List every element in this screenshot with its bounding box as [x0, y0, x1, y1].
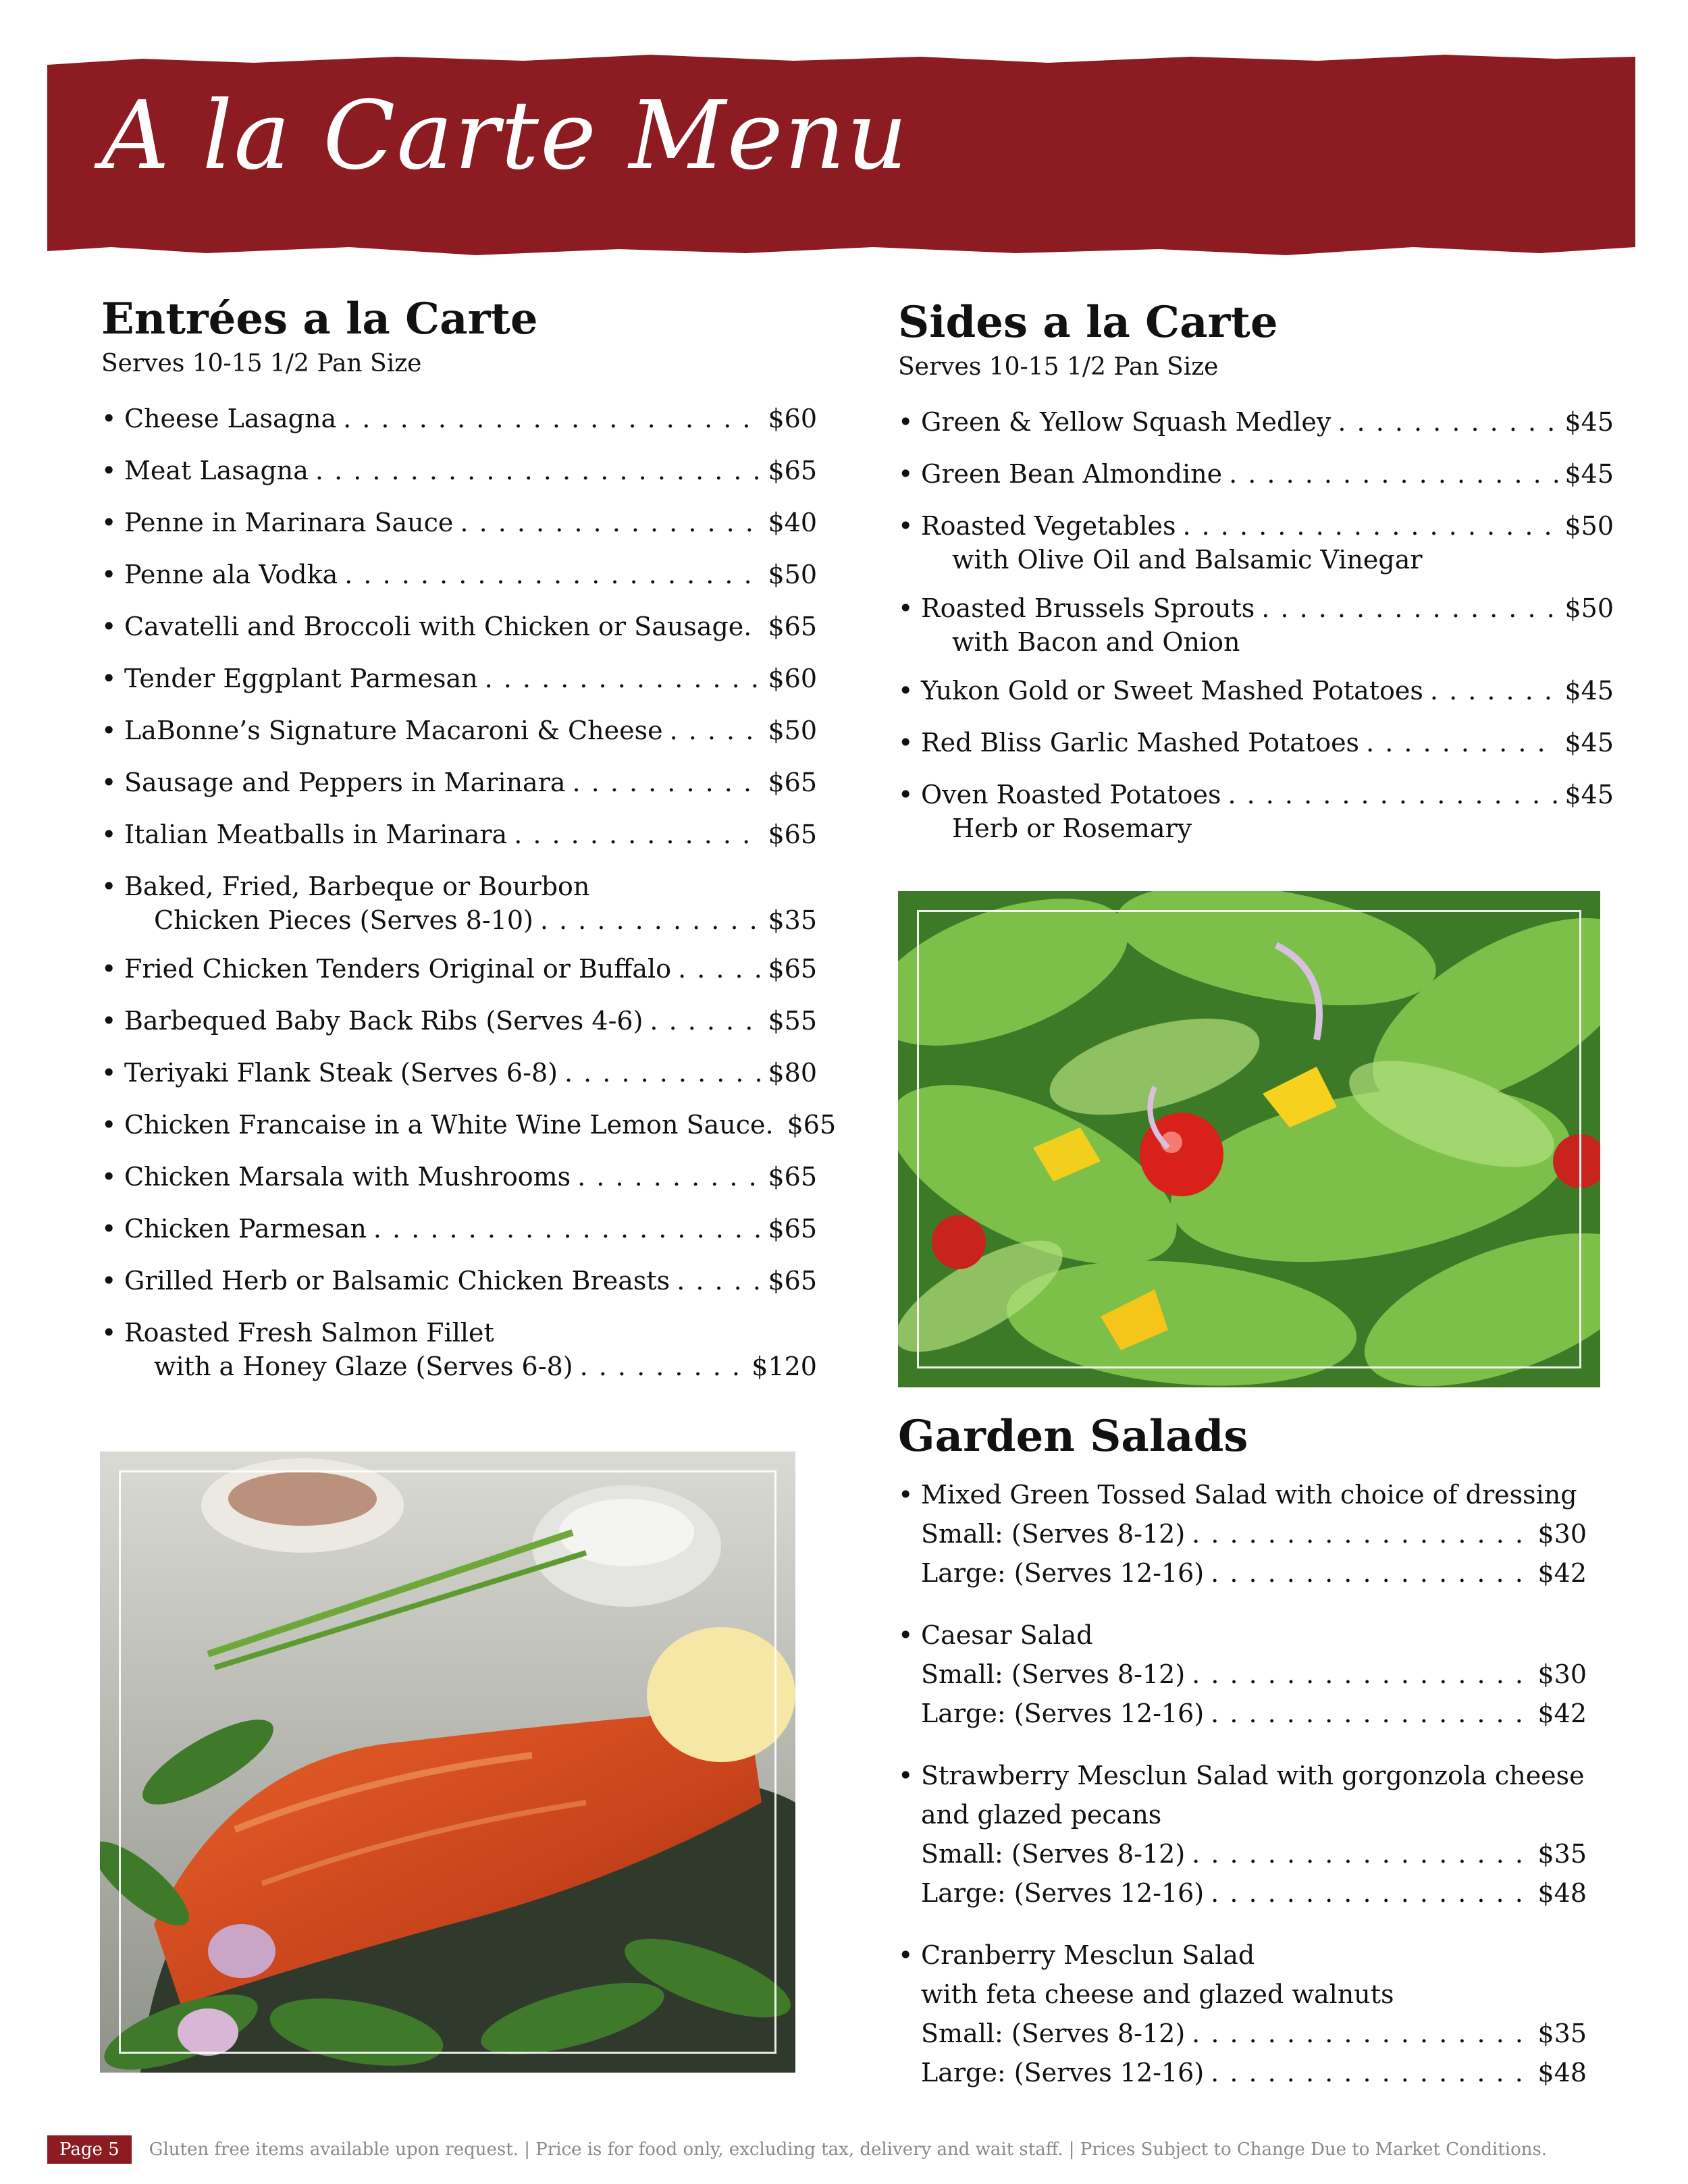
item-row [898, 1834, 1587, 1873]
item-row [898, 1756, 1587, 1795]
item-price: $35 [1537, 1839, 1587, 1869]
item-row [898, 1475, 1587, 1514]
item-row [101, 870, 817, 903]
item-name: Teriyaki Flank Steak (Serves 6-8) [124, 1058, 558, 1088]
item-name: Cavatelli and Broccoli with Chicken or Sausage. [124, 612, 752, 641]
bullet: • [898, 511, 914, 541]
salad-item [898, 1475, 1587, 1593]
item-name: Large: (Serves 12-16) [921, 2058, 1205, 2087]
menu-item [101, 662, 817, 695]
footer-note: Gluten free items available upon request. | Price is for food only, excluding tax, delivery and wait staff. | Prices Subject to Change Due to Market Conditions. [149, 2139, 1548, 2160]
item-name: Mixed Green Tossed Salad with choice of dressing [921, 1480, 1577, 1510]
item-name: Roasted Fresh Salmon Fillet [124, 1318, 494, 1348]
bullet: • [898, 728, 914, 757]
item-row [101, 506, 817, 539]
item-row [101, 818, 817, 851]
item-name: Chicken Pieces (Serves 8-10) [154, 905, 533, 935]
bullet: • [898, 407, 914, 437]
leader-dots [580, 1350, 745, 1383]
item-row [101, 903, 817, 937]
bullet: • [101, 456, 117, 485]
bullet: • [101, 1006, 117, 1036]
item-price: $50 [768, 560, 817, 589]
item-price: $50 [768, 716, 817, 745]
item-name: Meat Lasagna [124, 456, 309, 485]
item-row [101, 1316, 817, 1350]
item-price: $30 [1537, 1519, 1587, 1549]
menu-item [101, 1212, 817, 1246]
sides-subtitle: Serves 10-15 1/2 Pan Size [898, 353, 1219, 381]
item-row [898, 1616, 1587, 1655]
item-price: $60 [768, 404, 817, 433]
bullet: • [101, 954, 117, 984]
leader-dots [1228, 778, 1558, 811]
item-name: Small: (Serves 8-12) [921, 1839, 1186, 1869]
item-price: $65 [787, 1110, 837, 1140]
item-row [101, 610, 817, 643]
bullet: • [898, 1620, 914, 1650]
item-row [898, 726, 1614, 760]
salad-item [898, 1616, 1587, 1733]
item-name: Large: (Serves 12-16) [921, 1558, 1205, 1588]
item-name: Large: (Serves 12-16) [921, 1878, 1205, 1908]
item-name: Yukon Gold or Sweet Mashed Potatoes [921, 676, 1423, 705]
item-price: $65 [768, 1162, 817, 1192]
bullet: • [101, 560, 117, 589]
photo-frame [119, 1470, 776, 2054]
menu-item [898, 509, 1614, 577]
item-name: Small: (Serves 8-12) [921, 1659, 1186, 1689]
item-price: $40 [768, 508, 817, 537]
leader-dots [514, 818, 761, 851]
item-row [898, 2014, 1587, 2053]
item-row [101, 952, 817, 986]
item-row [898, 1553, 1587, 1593]
leader-dots [677, 1264, 761, 1298]
item-price: $65 [768, 456, 817, 485]
item-price: $65 [768, 1266, 817, 1296]
item-name: Penne in Marinara Sauce [124, 508, 454, 537]
leader-dots [315, 454, 762, 487]
item-price: $42 [1537, 1558, 1587, 1588]
bullet: • [101, 1110, 117, 1140]
item-price: $65 [768, 768, 817, 797]
item-price: $50 [1564, 593, 1614, 623]
leader-dots [678, 952, 761, 986]
item-name: Chicken Marsala with Mushrooms [124, 1162, 571, 1192]
item-note: with Olive Oil and Balsamic Vinegar [952, 545, 1423, 575]
menu-item [101, 766, 817, 799]
item-price: $48 [1537, 1878, 1587, 1908]
item-row [101, 1004, 817, 1038]
item-price: $35 [1537, 2019, 1587, 2048]
item-row [898, 778, 1614, 811]
item-price: $65 [768, 954, 817, 984]
bullet: • [101, 1058, 117, 1088]
item-price: $65 [768, 820, 817, 849]
item-name: Small: (Serves 8-12) [921, 1519, 1186, 1549]
item-price: $50 [1564, 511, 1614, 541]
item-row [101, 1160, 817, 1194]
bullet: • [101, 404, 117, 433]
item-row [101, 1108, 837, 1142]
leader-dots [1192, 1514, 1531, 1553]
item-row [898, 1514, 1587, 1553]
item-price: $45 [1564, 780, 1614, 809]
leader-dots [758, 610, 761, 643]
leader-dots [650, 1004, 761, 1038]
leader-dots [1211, 1694, 1531, 1733]
item-price: $42 [1537, 1699, 1587, 1728]
item-price: $45 [1564, 676, 1614, 705]
item-name: with a Honey Glaze (Serves 6-8) [154, 1352, 573, 1381]
menu-item [101, 506, 817, 539]
item-name: Sausage and Peppers in Marinara [124, 768, 566, 797]
item-name: Cheese Lasagna [124, 404, 337, 433]
item-row [101, 1212, 817, 1246]
item-row [101, 454, 817, 487]
leader-dots [1211, 1873, 1531, 1913]
item-name: Grilled Herb or Balsamic Chicken Breasts [124, 1266, 670, 1296]
item-row [898, 1936, 1587, 1975]
leader-dots [1192, 2014, 1531, 2053]
leader-dots [344, 558, 761, 591]
item-name: Roasted Brussels Sprouts [921, 593, 1255, 623]
item-name: Italian Meatballs in Marinara [124, 820, 508, 849]
menu-item [101, 1056, 817, 1090]
item-name: Red Bliss Garlic Mashed Potatoes [921, 728, 1360, 757]
item-row [898, 1655, 1587, 1694]
item-row [898, 1873, 1587, 1913]
bullet: • [898, 676, 914, 705]
leader-dots [1366, 726, 1558, 760]
menu-item [101, 870, 817, 937]
bullet: • [101, 508, 117, 537]
bullet: • [101, 1162, 117, 1192]
item-row [898, 591, 1614, 625]
leader-dots [577, 1160, 761, 1194]
item-name: Green Bean Almondine [921, 459, 1223, 489]
menu-item [101, 1316, 817, 1383]
salad-item [898, 1936, 1587, 2092]
item-row [101, 402, 817, 435]
item-name: Large: (Serves 12-16) [921, 1699, 1205, 1728]
item-price: $80 [768, 1058, 817, 1088]
menu-item [101, 952, 817, 986]
item-name-cont: and glazed pecans [921, 1800, 1162, 1830]
menu-item [101, 402, 817, 435]
bullet: • [101, 612, 117, 641]
menu-item [898, 457, 1614, 491]
leader-dots [1192, 1655, 1531, 1694]
salad-item [898, 1756, 1587, 1913]
leader-dots [1182, 509, 1558, 543]
item-row [898, 405, 1614, 439]
leader-dots [1430, 674, 1558, 708]
leader-dots [1338, 405, 1558, 439]
item-row [101, 1056, 817, 1090]
menu-item [101, 454, 817, 487]
item-price: $55 [768, 1006, 817, 1036]
footer [47, 2135, 1641, 2164]
bullet: • [101, 1266, 117, 1296]
sides-list [898, 405, 1614, 860]
page-number: Page 5 [47, 2135, 132, 2164]
bullet: • [101, 716, 117, 745]
leader-dots [485, 662, 762, 695]
leader-dots [573, 766, 762, 799]
menu-item [898, 674, 1614, 708]
menu-item [101, 1004, 817, 1038]
leader-dots [373, 1212, 762, 1246]
item-row [898, 457, 1614, 491]
menu-item [101, 1264, 817, 1298]
bullet: • [101, 820, 117, 849]
item-row [898, 674, 1614, 708]
menu-item [898, 591, 1614, 659]
bullet: • [898, 780, 914, 809]
item-row [101, 1350, 817, 1383]
bullet: • [898, 459, 914, 489]
leader-dots [670, 714, 762, 747]
sides-title: Sides a la Carte [898, 297, 1278, 348]
item-name: Roasted Vegetables [921, 511, 1176, 541]
menu-item [101, 1108, 837, 1142]
item-price: $60 [768, 664, 817, 693]
item-name-cont: with feta cheese and glazed walnuts [921, 1979, 1394, 2009]
item-row [101, 1264, 817, 1298]
item-name: Oven Roasted Potatoes [921, 780, 1221, 809]
bullet: • [101, 768, 117, 797]
leader-dots [1192, 1834, 1531, 1873]
bullet: • [101, 872, 117, 901]
menu-item [101, 818, 817, 851]
item-name: Strawberry Mesclun Salad with gorgonzola cheese [921, 1761, 1585, 1790]
item-name: Chicken Parmesan [124, 1214, 367, 1244]
leader-dots [343, 402, 761, 435]
item-note: Herb or Rosemary [952, 814, 1192, 843]
item-row [101, 662, 817, 695]
item-row [898, 1694, 1587, 1733]
item-price: $48 [1537, 2058, 1587, 2087]
bullet: • [101, 1214, 117, 1244]
menu-title: A la Carte Menu [101, 81, 909, 191]
bullet: • [898, 1940, 914, 1970]
item-name: Chicken Francaise in a White Wine Lemon Sauce. [124, 1110, 774, 1140]
item-row [101, 766, 817, 799]
salads-title: Garden Salads [898, 1411, 1248, 1462]
item-name: Caesar Salad [921, 1620, 1093, 1650]
leader-dots [1211, 1553, 1531, 1593]
photo-frame [917, 910, 1581, 1368]
bullet: • [101, 1318, 117, 1348]
menu-item [898, 405, 1614, 439]
item-row [898, 2053, 1587, 2092]
bullet: • [101, 664, 117, 693]
item-row [898, 509, 1614, 543]
item-price: $65 [768, 612, 817, 641]
salads-list [898, 1475, 1587, 2115]
bullet: • [898, 593, 914, 623]
item-price: $45 [1564, 459, 1614, 489]
entrees-list [101, 402, 837, 1398]
item-price: $30 [1537, 1659, 1587, 1689]
item-row [101, 714, 817, 747]
leader-dots [1261, 591, 1558, 625]
item-name: Barbequed Baby Back Ribs (Serves 4-6) [124, 1006, 643, 1036]
leader-dots [460, 506, 761, 539]
bullet: • [898, 1480, 914, 1510]
menu-item [101, 1160, 817, 1194]
menu-item [898, 778, 1614, 845]
item-price: $35 [768, 905, 817, 935]
item-price: $45 [1564, 728, 1614, 757]
item-name: Tender Eggplant Parmesan [124, 664, 478, 693]
leader-dots [564, 1056, 762, 1090]
entrees-subtitle: Serves 10-15 1/2 Pan Size [101, 350, 422, 377]
menu-item [101, 714, 817, 747]
salmon-photo [100, 1451, 795, 2073]
entrees-title: Entrées a la Carte [101, 294, 538, 344]
leader-dots [540, 903, 762, 937]
salad-photo [898, 891, 1600, 1387]
menu-item [101, 610, 817, 643]
item-name: Baked, Fried, Barbeque or Bourbon [124, 872, 590, 901]
item-price: $45 [1564, 407, 1614, 437]
item-price: $65 [768, 1214, 817, 1244]
item-name: Cranberry Mesclun Salad [921, 1940, 1255, 1970]
item-name: Green & Yellow Squash Medley [921, 407, 1331, 437]
item-row [101, 558, 817, 591]
bullet: • [898, 1761, 914, 1790]
item-name: Small: (Serves 8-12) [921, 2019, 1186, 2048]
leader-dots [1229, 457, 1558, 491]
item-name: Penne ala Vodka [124, 560, 338, 589]
item-name: Fried Chicken Tenders Original or Buffalo [124, 954, 672, 984]
menu-item [898, 726, 1614, 760]
item-price: $120 [751, 1352, 817, 1381]
item-note: with Bacon and Onion [952, 627, 1240, 657]
menu-item [101, 558, 817, 591]
item-name: LaBonne’s Signature Macaroni & Cheese [124, 716, 663, 745]
leader-dots [1211, 2053, 1531, 2092]
